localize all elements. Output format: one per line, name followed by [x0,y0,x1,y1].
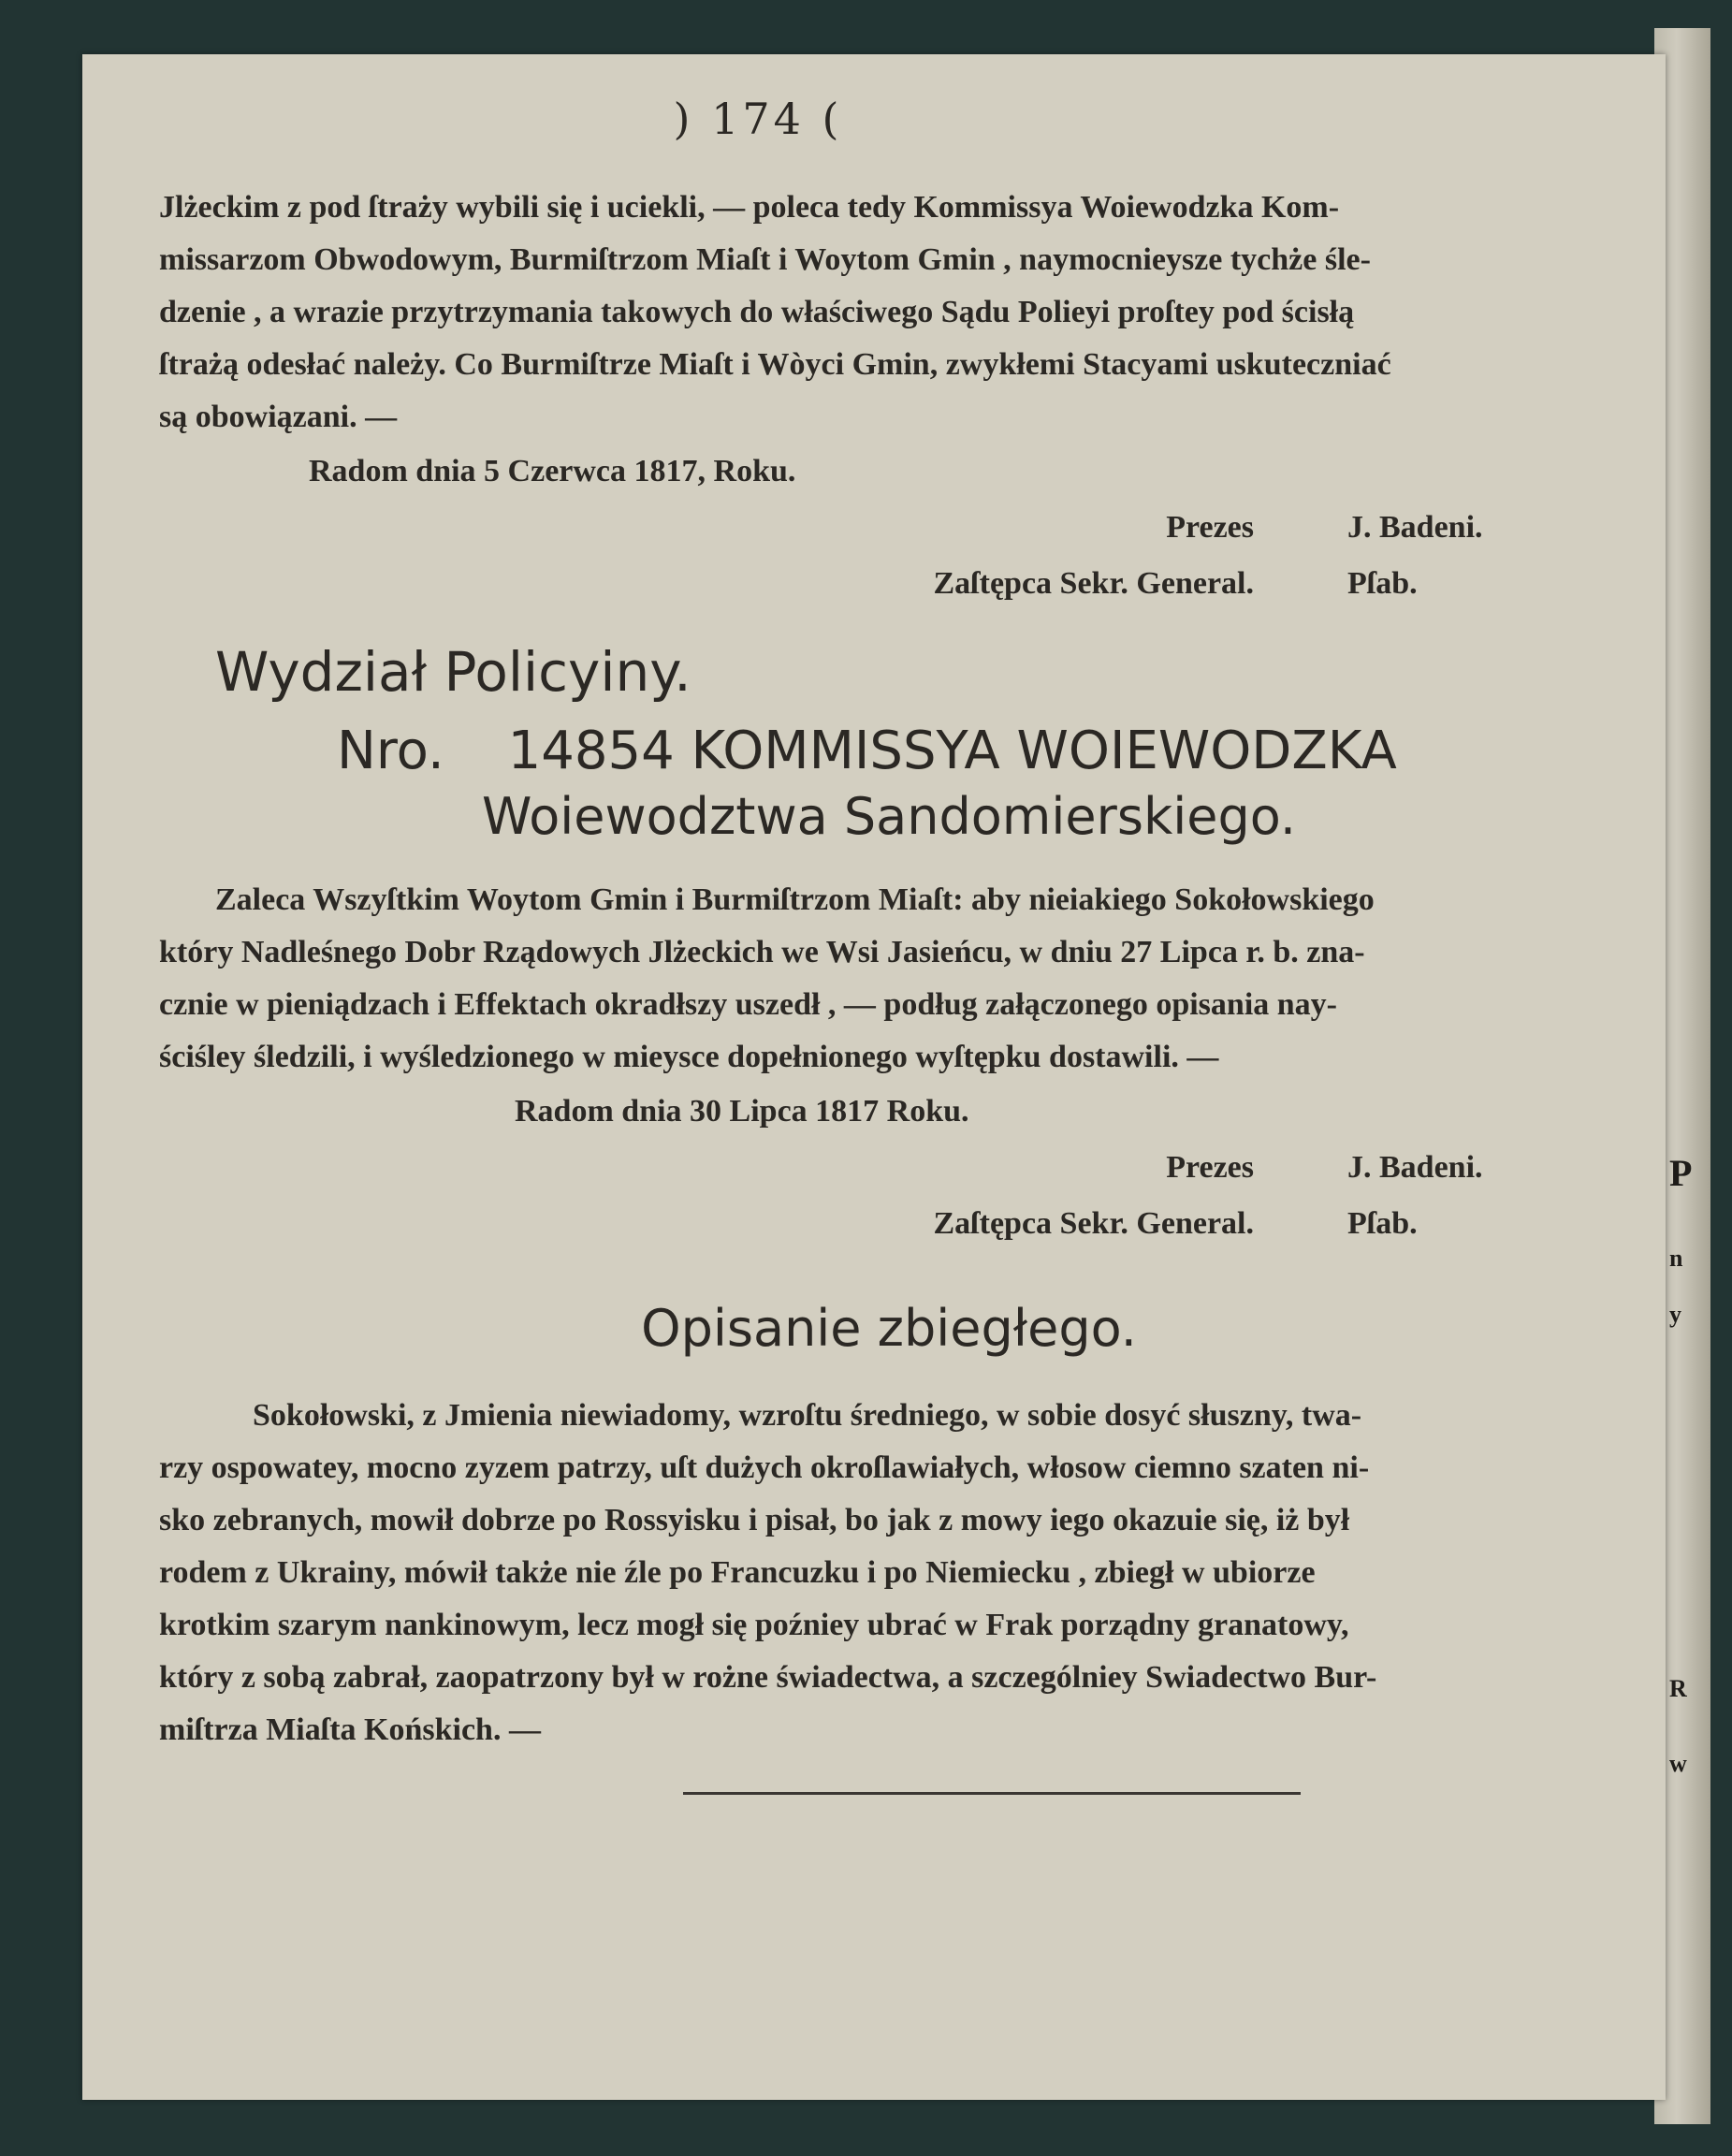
decree-number-line [337,721,1647,781]
text-line: który z sobą zabrał, zaopatrzony był w rożne świadectwa, a szczególniey Swiadectwo Bur- [159,1660,1377,1695]
fugitive-description [159,1390,1637,1756]
signature-label: Prezes [1166,510,1254,545]
edge-glyph: n [1669,1245,1683,1272]
text-line: ſtrażą odesłać należy. Co Burmiſtrze Miaſt i Wòyci Gmin, zwykłemi Stacyami uskuteczniać [159,347,1391,382]
page-number: ) 174 ( [673,94,843,144]
text-line: rzy ospowatey, mocno zyzem patrzy, uſt dużych okroſlawiałych, włosow ciemno szaten ni- [159,1450,1370,1485]
signature-row [159,500,1572,556]
text-line: Zaleca Wszyſtkim Woytom Gmin i Burmiſtrzom Miaſt: aby nieiakiego Sokołowskiego [215,882,1375,917]
text-line: miſtrza Miaſta Końskich. — [159,1712,541,1747]
issuer-subheading: Woiewodztwa Sandomierskiego. [481,787,1296,846]
edge-glyph: P [1669,1152,1693,1194]
announcement-block-2 [159,874,1637,1252]
section-heading: Wydział Policyiny. [215,640,691,704]
text-line: missarzom Obwodowym, Burmiſtrzom Miaſt i Woytom Gmin , naymocnieysze tychże śle- [159,242,1371,277]
signature-name: J. Badeni. [1347,1150,1483,1185]
edge-glyph: w [1669,1750,1687,1777]
text-line: ściśley śledzili, i wyśledzionego w mieysce dopełnionego wyſtępku dostawili. — [159,1040,1219,1074]
signature-label: Zaſtępca Sekr. General. [933,566,1254,601]
closing-rule [683,1792,1301,1795]
signature-name: Pſab. [1347,566,1418,601]
text-line: dzenie , a wrazie przytrzymania takowych do właściwego Sądu Polieyi proſtey pod ścisłą [159,295,1355,329]
signature-row [159,1140,1572,1196]
text-line: krotkim szarym nankinowym, lecz mogł się poźniey ubrać w Frak porządny granatowy, [159,1608,1349,1642]
edge-glyph: y [1669,1301,1681,1328]
text-line: cznie w pieniądzach i Effektach okradłszy uszedł , — podług załączonego opisania nay- [159,987,1337,1022]
signature-name: Pſab. [1347,1206,1418,1241]
text-line: są obowiązani. — [159,400,398,434]
text-line: Jlżeckim z pod ſtraży wybili się i uciekli, — poleca tedy Kommissya Woiewodzka Kom- [159,190,1340,225]
date-line: Radom dnia 5 Czerwca 1817, Roku. [309,454,796,488]
signature-row [159,1196,1572,1252]
page-content [159,94,1647,1795]
text-line: sko zebranych, mowił dobrze po Rossyisku i pisał, bo jak z mowy iego okazuie się, iż był [159,1503,1350,1537]
signature-name: J. Badeni. [1347,510,1483,545]
text-line: rodem z Ukrainy, mówił także nie źle po Francuzku i po Niemiecku , zbiegł w ubiorze [159,1555,1316,1590]
text-line: który Nadleśnego Dobr Rządowych Jlżeckich we Wsi Jasieńcu, w dniu 27 Lipca r. b. zna- [159,935,1365,969]
announcement-block-1 [159,182,1637,612]
signature-label: Zaſtępca Sekr. General. [933,1206,1254,1241]
signature-row [159,556,1572,612]
edge-glyph: R [1669,1675,1687,1702]
text-line: Sokołowski, z Jmienia niewiadomy, wzroſtu średniego, w sobie dosyć słuszny, twa- [253,1398,1362,1433]
decree-number: 14854 [507,721,675,781]
description-heading: Opisanie zbiegłego. [641,1299,1137,1358]
decree-issuer: KOMMISSYA WOIEWODZKA [691,721,1397,781]
decree-number-label: Nro. [337,721,444,781]
date-line: Radom dnia 30 Lipca 1817 Roku. [515,1094,969,1129]
signature-label: Prezes [1166,1150,1254,1185]
